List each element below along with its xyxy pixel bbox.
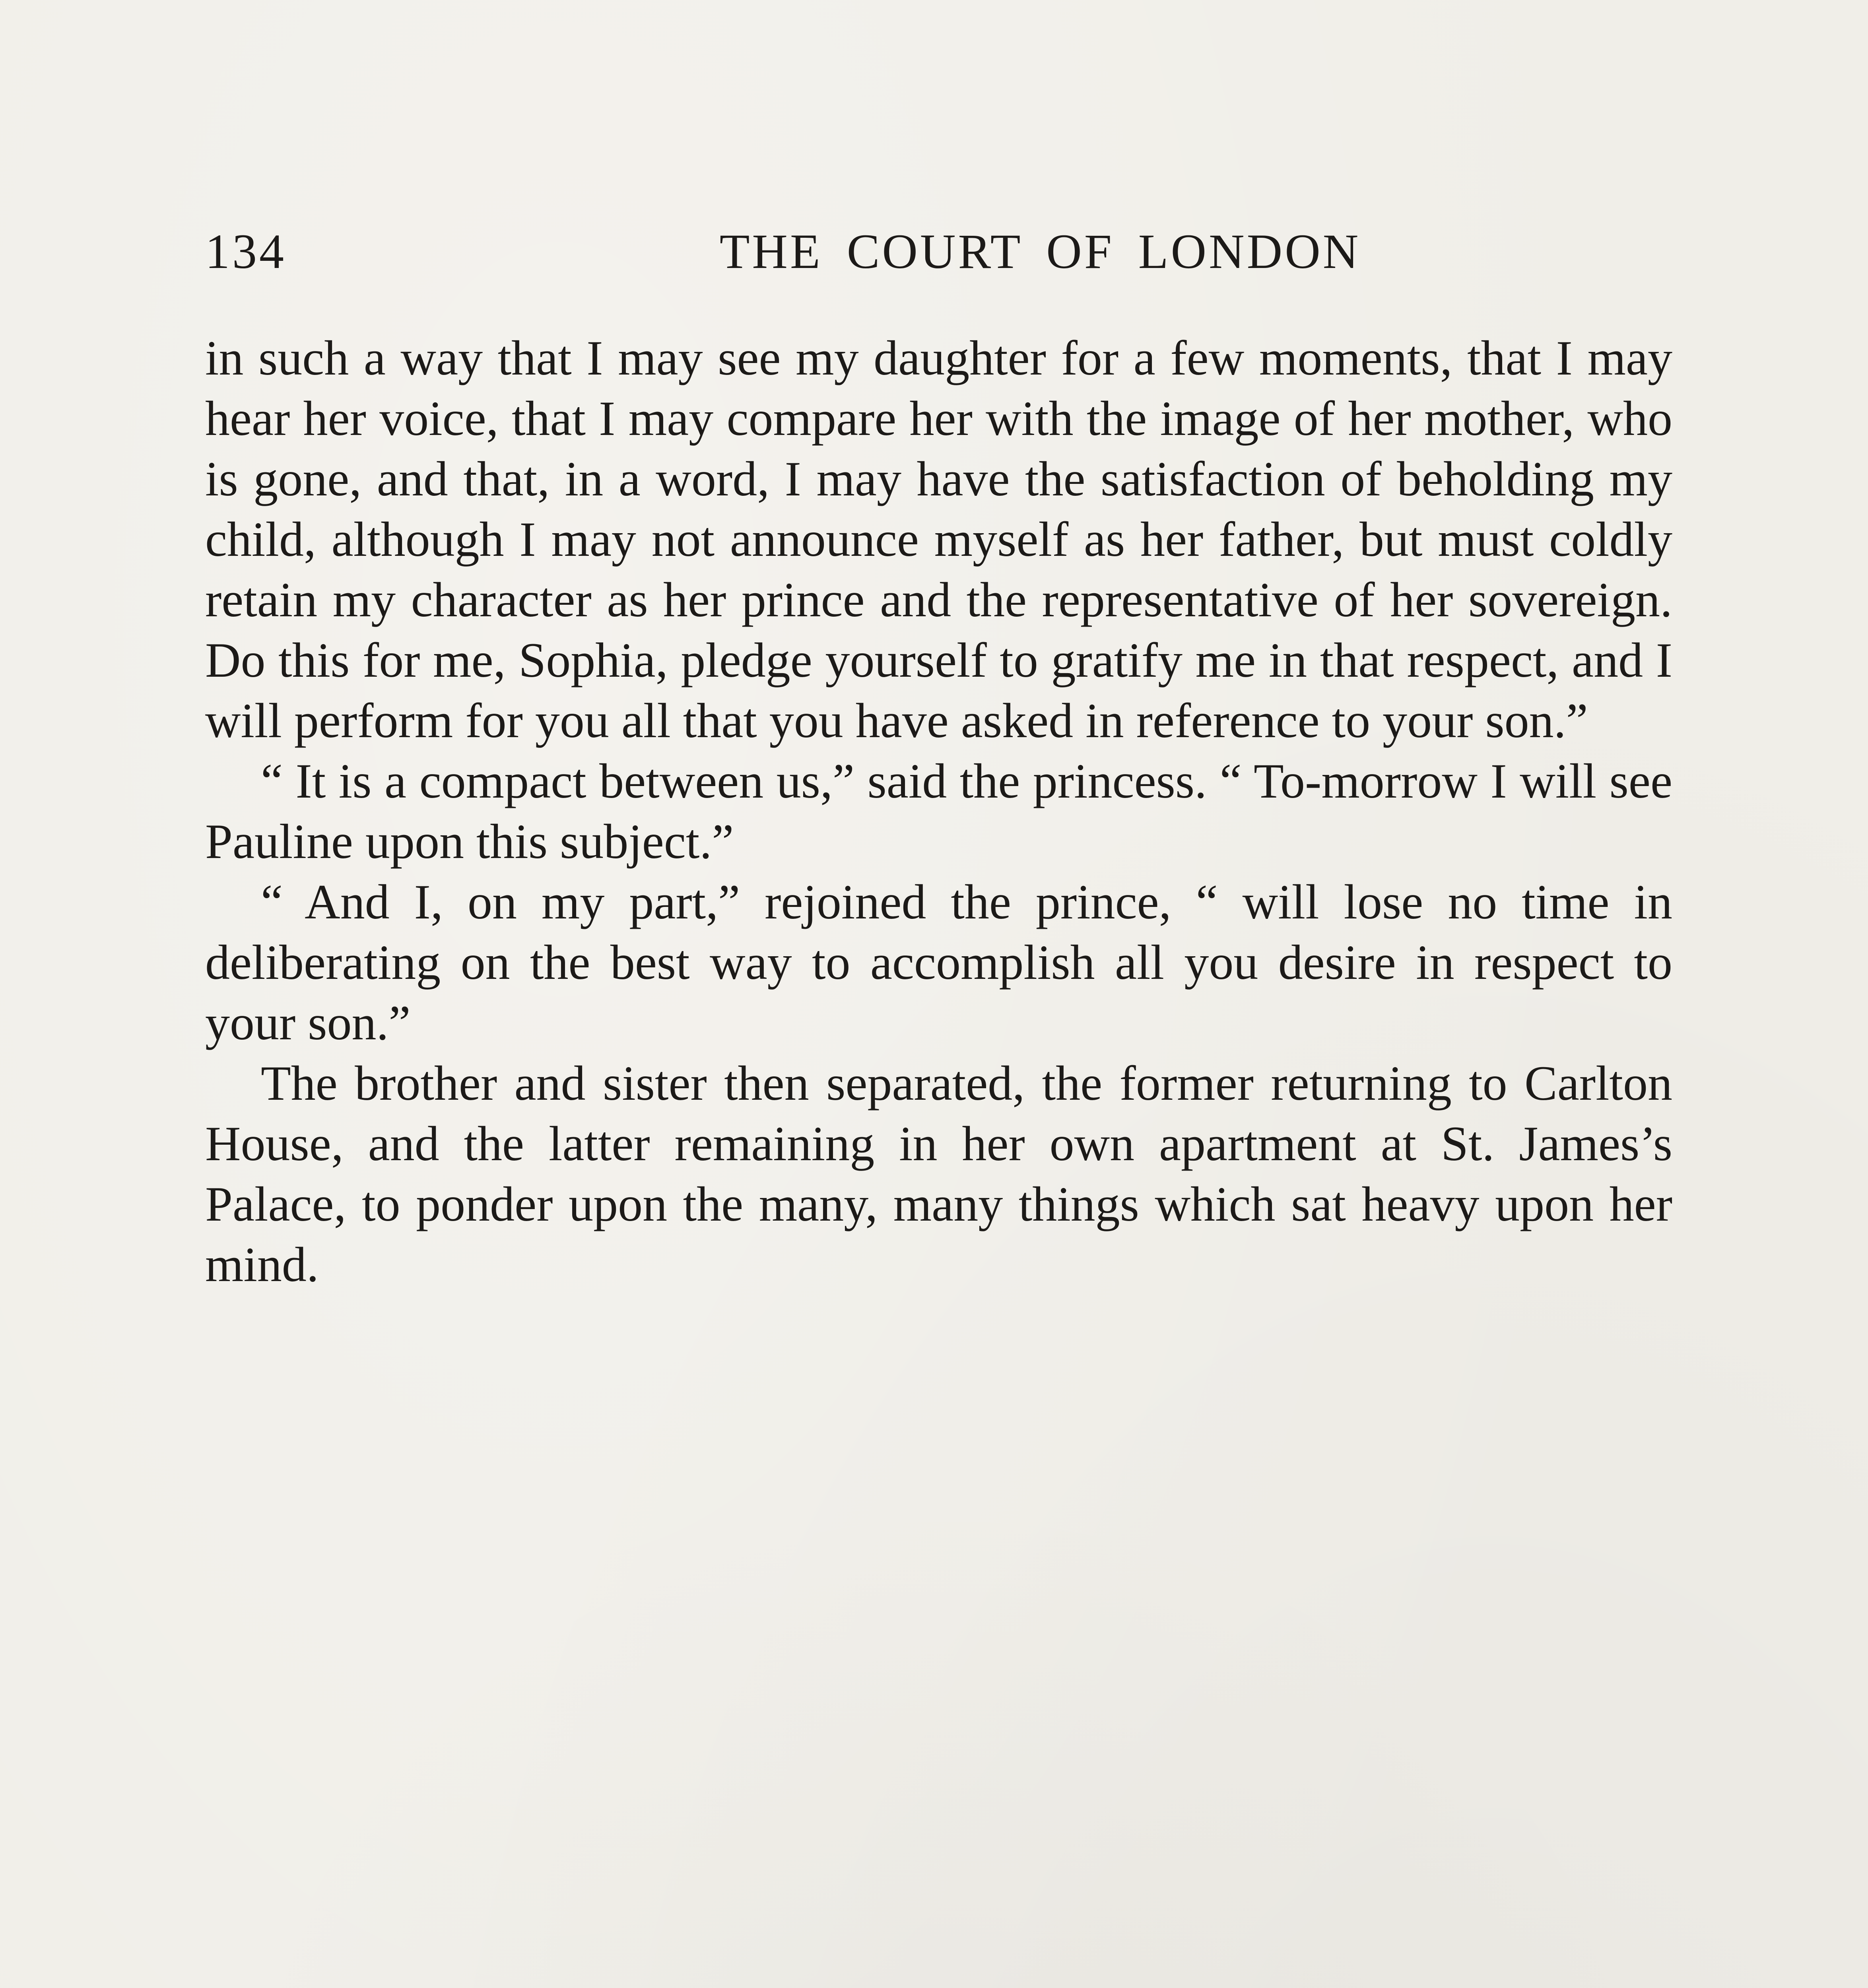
paragraph-continuation: in such a way that I may see my daughter for a few moments, that I may hear her voice, that I may compare her with the image of her mother, who is gone, and that, in a word, I may have the satisfaction of beholding my child, although I may not announce myself as her father, but must coldly retain my character as her prince and the representative of her sovereign. Do this for me, Sophia, pledge yourself to gratify me in that respect, and I will perform for you all that you have asked in reference to your son.” (205, 331, 1672, 748)
page-number: 134 (205, 224, 286, 279)
body-text (205, 328, 1672, 1295)
page-show-through (191, 1471, 1702, 1988)
paragraph-prince-reply: “ And I, on my part,” rejoined the prince, “ will lose no time in deliberating on the best way to accomplish all you desire in respect to your son.” (205, 875, 1672, 1050)
paragraph-princess-reply: “ It is a compact between us,” said the princess. “ To-morrow I will see Pauline upon this subject.” (205, 754, 1672, 869)
running-head (205, 218, 1672, 285)
paragraph-closing: The brother and sister then separated, the former returning to Carlton House, and the latter remaining in her own apartment at St. James’s Palace, to ponder upon the many, many things which sat heavy upon her mind. (205, 1056, 1672, 1292)
running-title: THE COURT OF LONDON (719, 224, 1361, 279)
